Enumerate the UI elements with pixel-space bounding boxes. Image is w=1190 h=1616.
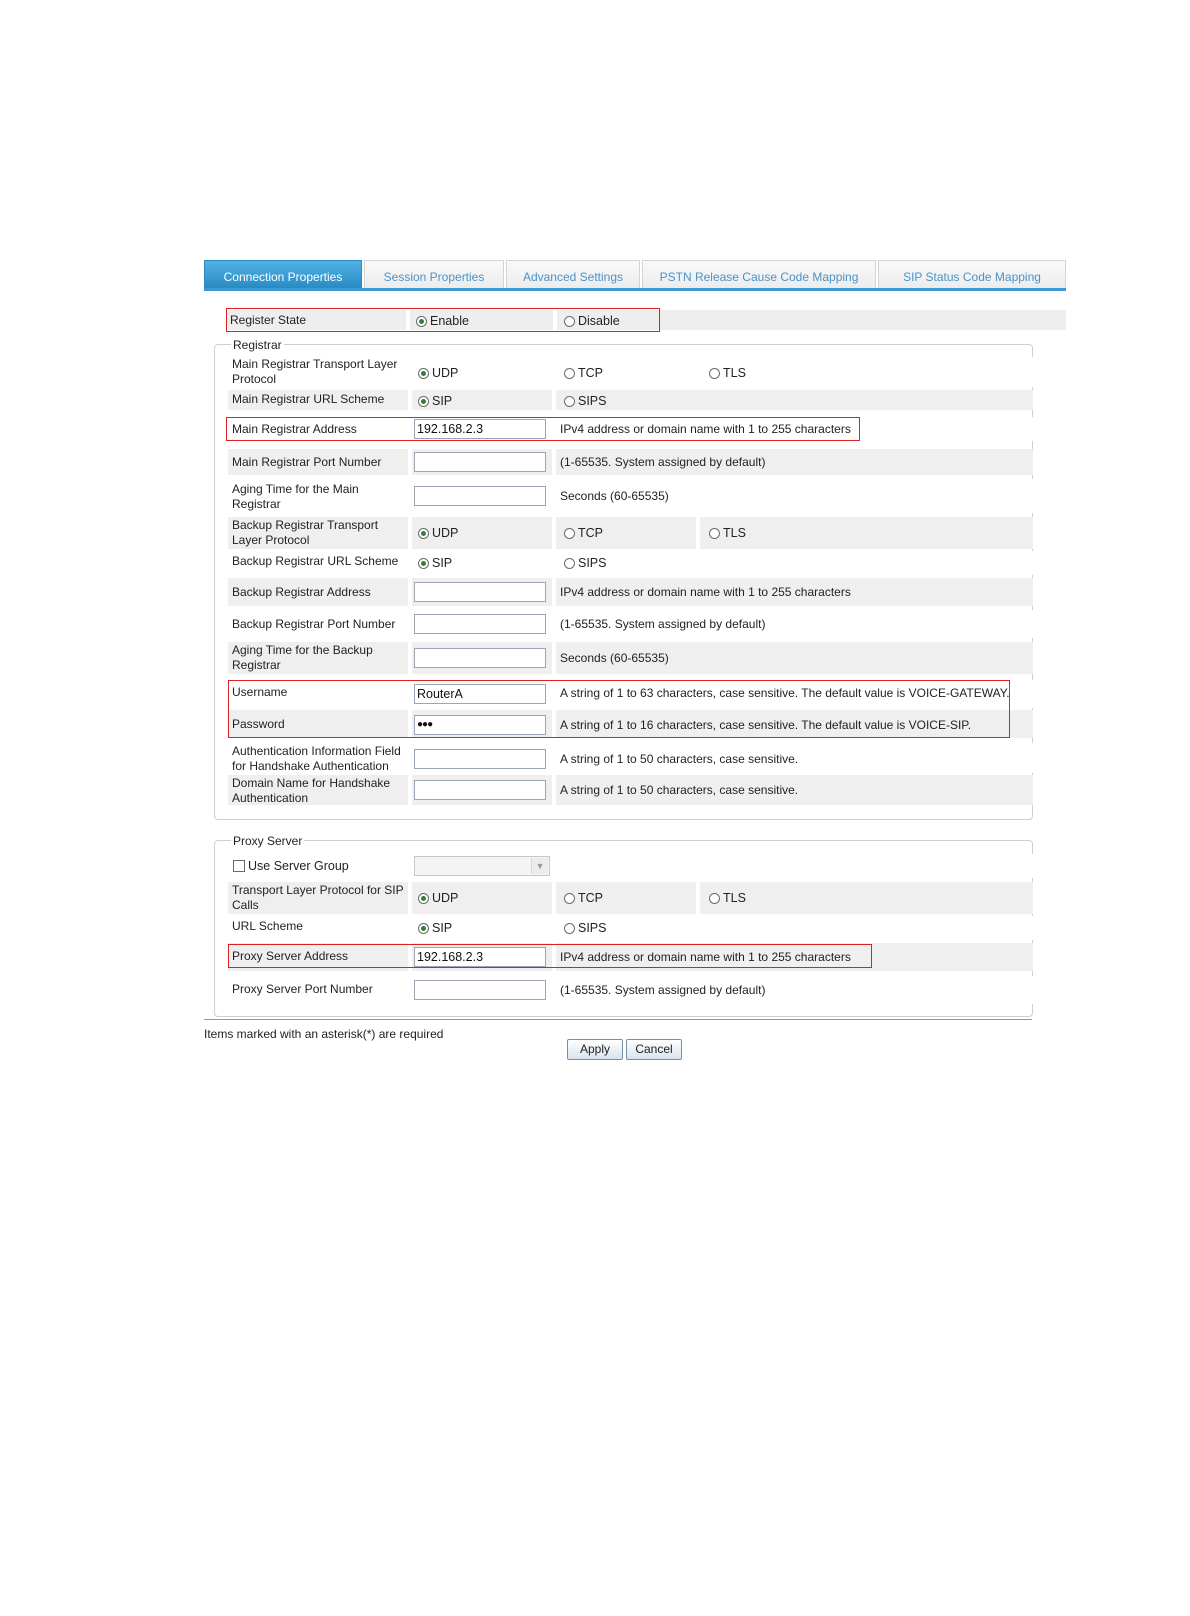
radio-label: SIPS [578, 921, 607, 935]
radio-label: SIPS [578, 394, 607, 408]
radio-label: SIP [432, 394, 453, 408]
footer-divider [204, 1019, 1032, 1020]
radio-label: TLS [723, 891, 746, 905]
auth-info-row [228, 743, 1033, 773]
radio-unselected-icon [564, 528, 575, 539]
backup-registrar-port-row [228, 610, 1033, 638]
radio-unselected-icon [709, 368, 720, 379]
proxy-address-input[interactable]: 192.168.2.3 [414, 947, 546, 967]
username-label: Username [232, 685, 288, 699]
radio-label: UDP [432, 891, 459, 905]
proxy-port-hint: (1-65535. System assigned by default) [560, 983, 766, 997]
main-registrar-port-label: Main Registrar Port Number [232, 455, 382, 469]
registrar-legend: Registrar [233, 338, 282, 352]
register-state-label: Register State [230, 313, 307, 327]
proxy-transport-udp-radio[interactable] [418, 890, 458, 906]
tab-advanced-settings[interactable]: Advanced Settings [506, 260, 640, 288]
radio-unselected-icon [564, 396, 575, 407]
use-server-group-row [228, 854, 1033, 878]
radio-label: TLS [723, 526, 746, 540]
backup-registrar-transport-row [228, 517, 1033, 549]
main-registrar-port-hint: (1-65535. System assigned by default) [560, 455, 766, 469]
radio-label: SIP [432, 556, 453, 570]
checkbox-unchecked-icon [233, 860, 245, 872]
apply-button[interactable]: Apply [567, 1039, 623, 1060]
radio-unselected-icon [564, 893, 575, 904]
proxy-port-row [228, 976, 1033, 1004]
backup-registrar-transport-label: Backup Registrar Transport Layer Protocol [232, 518, 379, 547]
tab-bar [204, 260, 1066, 290]
backup-registrar-aging-hint: Seconds (60-65535) [560, 651, 669, 665]
proxy-transport-tcp-radio[interactable] [564, 890, 603, 906]
radio-label: TCP [578, 366, 603, 380]
backup-registrar-address-label: Backup Registrar Address [232, 585, 371, 599]
radio-unselected-icon [564, 316, 575, 327]
radio-selected-icon [416, 316, 427, 327]
main-registrar-address-row [228, 417, 1033, 441]
main-registrar-url-label: Main Registrar URL Scheme [232, 392, 385, 406]
radio-label: UDP [432, 526, 459, 540]
radio-label: SIPS [578, 556, 607, 570]
tab-pstn-release-cause-code-mapping[interactable]: PSTN Release Cause Code Mapping [642, 260, 876, 288]
main-transport-udp-radio[interactable] [418, 365, 458, 381]
username-input[interactable]: RouterA [414, 684, 546, 704]
backup-registrar-address-input[interactable] [414, 582, 546, 602]
backup-registrar-aging-label: Aging Time for the Backup Registrar [232, 643, 373, 672]
register-state-row [226, 310, 1066, 330]
backup-registrar-url-row [228, 551, 1033, 575]
main-registrar-address-hint: IPv4 address or domain name with 1 to 255 characters [560, 422, 851, 436]
main-registrar-address-label: Main Registrar Address [232, 422, 357, 436]
backup-registrar-address-row [228, 578, 1033, 606]
proxy-url-sips-radio[interactable] [564, 920, 607, 936]
backup-registrar-port-hint: (1-65535. System assigned by default) [560, 617, 766, 631]
proxy-server-legend: Proxy Server [233, 834, 303, 848]
proxy-port-input[interactable] [414, 980, 546, 1000]
password-label: Password [232, 717, 285, 731]
proxy-address-label: Proxy Server Address [232, 949, 349, 963]
chevron-down-icon: ▼ [531, 858, 548, 874]
radio-unselected-icon [564, 923, 575, 934]
tab-session-properties[interactable]: Session Properties [364, 260, 504, 288]
proxy-transport-label: Transport Layer Protocol for SIP Calls [232, 883, 404, 912]
proxy-url-label: URL Scheme [232, 919, 303, 933]
radio-selected-icon [418, 923, 429, 934]
radio-label: SIP [432, 921, 453, 935]
register-state-disable-radio[interactable] [564, 313, 620, 329]
main-transport-tcp-radio[interactable] [564, 365, 603, 381]
proxy-url-sip-radio[interactable] [418, 920, 452, 936]
radio-selected-icon [418, 558, 429, 569]
server-group-select[interactable] [414, 856, 550, 876]
connection-properties-panel [204, 260, 1066, 1056]
main-registrar-address-input[interactable]: 192.168.2.3 [414, 419, 546, 439]
domain-name-input[interactable] [414, 780, 546, 800]
radio-unselected-icon [564, 368, 575, 379]
radio-selected-icon [418, 893, 429, 904]
main-registrar-transport-row [228, 357, 1033, 387]
main-registrar-url-row [228, 390, 1033, 410]
main-registrar-aging-hint: Seconds (60-65535) [560, 489, 669, 503]
auth-info-hint: A string of 1 to 50 characters, case sensitive. [560, 752, 799, 766]
auth-info-label: Authentication Information Field for Handshake Authentication [232, 744, 401, 773]
backup-registrar-port-input[interactable] [414, 614, 546, 634]
checkbox-label: Use Server Group [248, 859, 349, 873]
radio-label: Enable [430, 314, 469, 328]
radio-label: TCP [578, 526, 603, 540]
radio-label: Disable [578, 314, 620, 328]
backup-registrar-aging-row [228, 642, 1033, 674]
cancel-button[interactable]: Cancel [626, 1039, 682, 1060]
password-row [228, 710, 1033, 738]
main-url-sip-radio[interactable] [418, 393, 452, 409]
domain-name-label: Domain Name for Handshake Authentication [232, 776, 391, 805]
domain-name-row [228, 775, 1033, 805]
main-transport-tls-radio[interactable] [709, 365, 746, 381]
radio-selected-icon [418, 368, 429, 379]
radio-unselected-icon [709, 528, 720, 539]
username-hint: A string of 1 to 63 characters, case sensitive. The default value is VOICE-GATEWAY. [560, 686, 1010, 700]
main-registrar-port-row [228, 449, 1033, 475]
register-state-enable-radio[interactable] [416, 313, 469, 329]
backup-transport-tcp-radio[interactable] [564, 525, 603, 541]
main-registrar-aging-input[interactable] [414, 486, 546, 506]
radio-label: TCP [578, 891, 603, 905]
radio-selected-icon [418, 396, 429, 407]
use-server-group-checkbox[interactable] [233, 858, 349, 874]
backup-registrar-url-label: Backup Registrar URL Scheme [232, 554, 399, 568]
main-registrar-aging-label: Aging Time for the Main Registrar [232, 482, 359, 511]
backup-url-sips-radio[interactable] [564, 555, 607, 571]
backup-transport-udp-radio[interactable] [418, 525, 458, 541]
proxy-transport-tls-radio[interactable] [709, 890, 746, 906]
backup-registrar-address-hint: IPv4 address or domain name with 1 to 255 characters [560, 585, 851, 599]
main-registrar-port-input[interactable] [414, 452, 546, 472]
proxy-url-row [228, 916, 1033, 940]
radio-label: TLS [723, 366, 746, 380]
proxy-address-hint: IPv4 address or domain name with 1 to 255 characters [560, 950, 851, 964]
proxy-transport-row [228, 882, 1033, 914]
tab-underline [204, 288, 1066, 291]
main-registrar-aging-row [228, 479, 1033, 513]
radio-unselected-icon [564, 558, 575, 569]
password-input[interactable]: ●●● [414, 715, 546, 735]
auth-info-input[interactable] [414, 749, 546, 769]
backup-registrar-aging-input[interactable] [414, 648, 546, 668]
required-note: Items marked with an asterisk(*) are required [204, 1027, 444, 1041]
radio-unselected-icon [709, 893, 720, 904]
backup-transport-tls-radio[interactable] [709, 525, 746, 541]
main-url-sips-radio[interactable] [564, 393, 607, 409]
radio-label: UDP [432, 366, 459, 380]
radio-selected-icon [418, 528, 429, 539]
domain-name-hint: A string of 1 to 50 characters, case sensitive. [560, 783, 799, 797]
backup-url-sip-radio[interactable] [418, 555, 452, 571]
tab-connection-properties[interactable]: Connection Properties [204, 260, 362, 288]
proxy-address-row [228, 943, 1033, 971]
password-hint: A string of 1 to 16 characters, case sensitive. The default value is VOICE-SIP. [560, 718, 972, 732]
tab-sip-status-code-mapping[interactable]: SIP Status Code Mapping [878, 260, 1066, 288]
username-row [228, 680, 1033, 708]
proxy-port-label: Proxy Server Port Number [232, 982, 373, 996]
main-registrar-transport-label: Main Registrar Transport Layer Protocol [232, 357, 398, 386]
backup-registrar-port-label: Backup Registrar Port Number [232, 617, 396, 631]
